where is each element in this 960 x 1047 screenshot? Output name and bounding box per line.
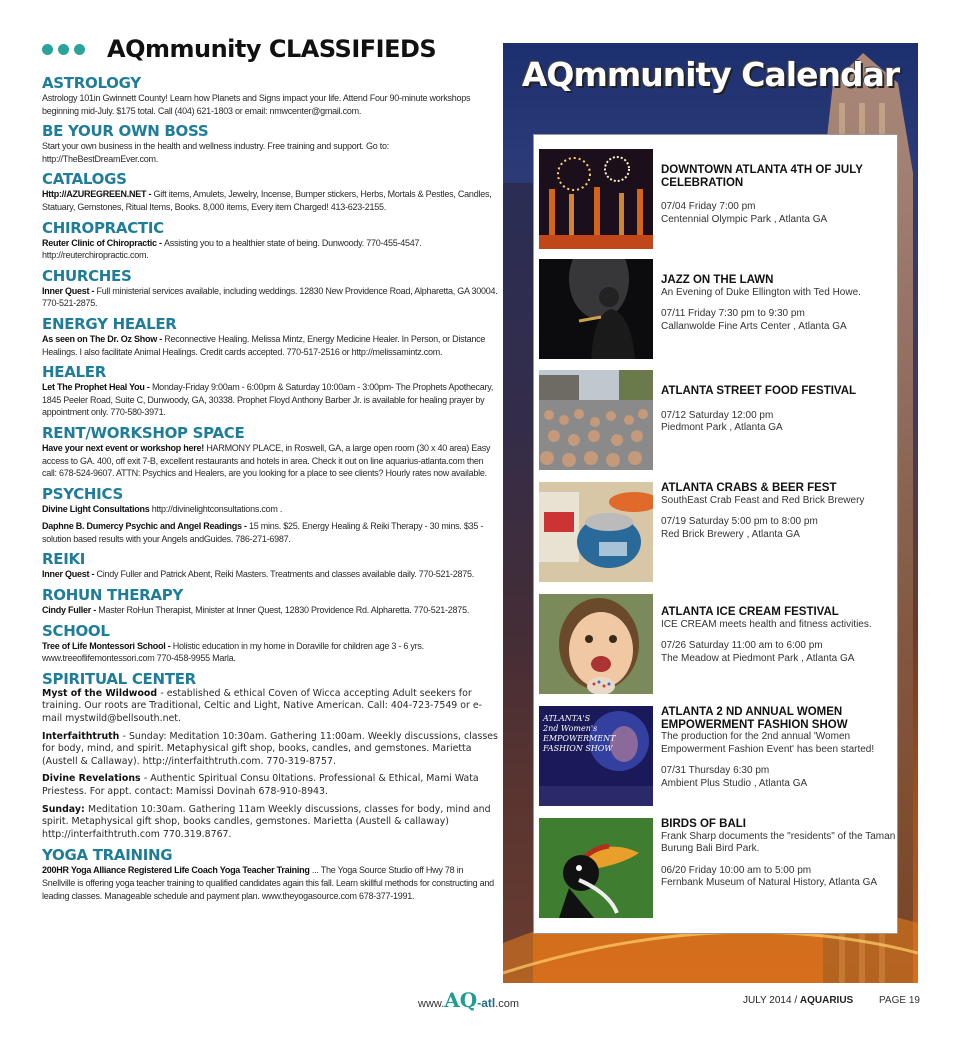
classified-section xyxy=(42,550,498,581)
issue-date xyxy=(743,995,853,1006)
entry-lead: Http://AZUREGREEN.NET - xyxy=(42,189,154,200)
event-title: ATLANTA 2 ND ANNUAL WOMEN EMPOWERMENT FASHION SHOW xyxy=(661,706,848,731)
calendar-event[interactable] xyxy=(539,370,896,470)
classified-entry xyxy=(42,773,498,798)
section-heading: CHIROPRACTIC xyxy=(42,218,164,237)
poster-line: 2nd Women's xyxy=(543,724,598,733)
event-description: Frank Sharp documents the "residents" of the Taman Burung Bali Bird Park. xyxy=(661,830,896,854)
entry-text: Monday-Friday 9:00am - 6:00pm & Saturday 10:00am - 3:00pm- The Prophets Apothecary, 1845 Peeler Road, Suite C, Dunwoody, GA, 30338. Prophet Floyd Anthony Barber Jr. is available for healing prayer by appointment only. 770-580-3971. xyxy=(42,382,494,418)
classified-entry xyxy=(42,333,498,358)
entry-text: - Authentic Spiritual Consu 0ltations. Professional & Ethical, Mami Wata Priestess. For appt. contact: Mamissi Dovinah 678-910-8943. xyxy=(42,773,479,797)
entry-text: Assisting you to a healthier state of being. Dunwoody. 770-455-4547. http://reuterchiropractic.com. xyxy=(42,237,422,261)
entry-lead: Daphne B. Dumercy Psychic and Angel Readings - xyxy=(42,521,249,532)
fireworks-photo xyxy=(539,149,653,249)
crab-beer-photo xyxy=(539,482,653,582)
section-heading: CATALOGS xyxy=(42,170,127,189)
calendar-events xyxy=(533,134,898,934)
entry-text: Start your own business in the health and wellness industry. Free training and support. Go to: http://TheBestDreamEver.com. xyxy=(42,141,390,164)
event-venue: Piedmont Park , Atlanta GA xyxy=(661,422,783,433)
event-datetime: 07/31 Thursday 6:30 pm xyxy=(661,765,770,776)
classified-section xyxy=(42,267,498,310)
event-details xyxy=(661,149,896,226)
section-heading: SPIRITUAL CENTER xyxy=(42,669,196,688)
classifieds-column xyxy=(42,30,498,902)
event-datetime: 07/11 Friday 7:30 pm to 9:30 pm xyxy=(661,308,805,319)
calendar-panel xyxy=(503,43,918,983)
masthead xyxy=(42,30,498,68)
entry-lead: Cindy Fuller - xyxy=(42,605,99,616)
event-title: ATLANTA STREET FOOD FESTIVAL xyxy=(661,385,857,397)
section-heading: YOGA TRAINING xyxy=(42,846,173,865)
event-description: The production for the 2nd annual 'Women Empowerment Fashion Event' has been started! xyxy=(661,731,875,755)
event-venue: Fernbank Museum of Natural History, Atlanta GA xyxy=(661,877,878,888)
issue-date-text: JULY 2014 / xyxy=(743,995,800,1006)
calendar-event[interactable] xyxy=(539,149,896,249)
classified-entry xyxy=(42,285,498,310)
event-title: ATLANTA ICE CREAM FESTIVAL xyxy=(661,606,839,618)
entry-lead: Sunday: xyxy=(42,803,88,815)
classified-section xyxy=(42,424,498,480)
jazz-musician-photo xyxy=(539,259,653,359)
calendar-event[interactable] xyxy=(539,818,896,918)
entry-text: Holistic education in my home in Doraville for children age 3 - 6 yrs. www.treeoflifemontessori.com 770-458-9955 Marla. xyxy=(42,640,424,664)
classified-entry xyxy=(42,188,498,213)
entry-lead: 200HR Yoga Alliance Registered Life Coach Yoga Teacher Training xyxy=(42,865,312,876)
classified-entry xyxy=(42,503,498,516)
url-suffix: -atl xyxy=(477,996,496,1010)
entry-text: - established & ethical Coven of Wicca accepting Adult seekers for training. Our roots are Traditional, Celtic and Light, Native American. Call: 404-723-7549 or e-mail mystwild@bellsouth.net. xyxy=(42,687,482,725)
calendar-event[interactable] xyxy=(539,706,896,806)
entry-text: 15 mins. $25. Energy Healing & Reiki Therapy - 30 mins. $35 - solution based results with your Angels andGuides. 786-271-6987. xyxy=(42,521,484,544)
calendar-event[interactable] xyxy=(539,482,896,582)
classified-section xyxy=(42,219,498,262)
classified-entry xyxy=(42,568,498,581)
event-venue: The Meadow at Piedmont Park , Atlanta GA xyxy=(661,652,855,664)
entry-text: http://divinelightconsultations.com . xyxy=(151,503,283,514)
section-heading: REIKI xyxy=(42,550,86,569)
classified-section xyxy=(42,74,498,117)
entry-lead: Interfaithtruth xyxy=(42,730,123,742)
entry-lead: Inner Quest - xyxy=(42,285,97,296)
classified-entry xyxy=(42,442,498,480)
entry-lead: As seen on The Dr. Oz Show - xyxy=(42,333,165,344)
entry-text: Cindy Fuller and Patrick Abent, Reiki Masters. Treatments and classes available daily. 770-521-2875. xyxy=(96,569,475,580)
classified-entry xyxy=(42,864,498,902)
entry-text: - Sunday: Meditation 10:30am. Gathering 11:00am. Weekly discussions, classes for body, mind, and spirit. Metaphysical gift shop, books, candles, and gemstones. Marietta (Austell & Callaway). http://interfaithtruth.com. 770-319-8757. xyxy=(42,730,498,767)
website-url[interactable] xyxy=(418,988,519,1012)
fashion-show-poster xyxy=(539,706,653,806)
poster-line: ATLANTA'S xyxy=(543,714,591,723)
classified-section xyxy=(42,586,498,617)
event-venue: Callanwolde Fine Arts Center , Atlanta GA xyxy=(661,320,847,332)
entry-lead: Myst of the Wildwood xyxy=(42,687,161,699)
entry-lead: Have your next event or workshop here! xyxy=(42,442,207,453)
entry-lead: Inner Quest - xyxy=(42,569,97,580)
dot-icon xyxy=(74,44,85,55)
calendar-event[interactable] xyxy=(539,259,896,359)
classified-entry xyxy=(42,640,498,665)
url-prefix: www. xyxy=(418,998,445,1010)
classifieds-list xyxy=(42,74,498,902)
classified-section xyxy=(42,170,498,213)
entry-text: Full ministerial services available, including weddings. 12830 New Providence Road, Alpharetta, GA 30004. 770-521-2875. xyxy=(42,285,498,309)
entry-text: Gift items, Amulets, Jewelry, Incense, Bumper stickers, Herbs, Mortals & Pestles, Candles, Statuary, Gemstones, Ritual Items, Books. 8,000 items, Every item Charged! 413-623-2155. xyxy=(42,189,492,212)
section-heading: BE YOUR OWN BOSS xyxy=(42,122,209,141)
event-title: DOWNTOWN ATLANTA 4TH OF JULY CELEBRATION xyxy=(661,164,863,189)
dot-icon xyxy=(58,44,69,55)
classified-section xyxy=(42,122,498,165)
url-brand: AQ xyxy=(444,988,478,1012)
event-details xyxy=(661,482,896,541)
page-footer xyxy=(0,986,960,1016)
calendar-event[interactable] xyxy=(539,594,896,694)
event-title: BIRDS OF BALI xyxy=(661,818,746,830)
event-description: ICE CREAM meets health and fitness activities. xyxy=(661,618,872,630)
dot-icon xyxy=(42,44,53,55)
event-details xyxy=(661,594,896,665)
classified-entry xyxy=(42,520,498,545)
event-datetime: 07/12 Saturday 12:00 pm xyxy=(661,409,774,421)
section-heading: ASTROLOGY xyxy=(42,74,141,92)
section-heading: ENERGY HEALER xyxy=(42,314,177,333)
url-tld: .com xyxy=(495,998,520,1010)
section-heading: CHURCHES xyxy=(42,266,132,285)
section-heading: SCHOOL xyxy=(42,621,110,640)
poster-line: FASHION SHOW xyxy=(543,744,613,753)
classified-section xyxy=(42,363,498,419)
event-venue: Ambient Plus Studio , Atlanta GA xyxy=(661,777,808,789)
classified-entry xyxy=(42,140,498,165)
event-details xyxy=(661,259,896,333)
entry-text: Meditation 10:30am. Gathering 11am Weekly discussions, classes for body, mind and spirit. Metaphysical gift shop, books candles, gemstones. Marietta (Austell & callaway) http://interfaithtruth.com 770.319.8767. xyxy=(42,803,491,840)
issue-brand: AQUARIUS xyxy=(799,995,854,1006)
decorative-dots xyxy=(42,44,85,55)
event-details xyxy=(661,706,896,790)
classified-section xyxy=(42,846,498,902)
event-description: SouthEast Crab Feast and Red Brick Brewery xyxy=(661,494,865,506)
hornbill-photo xyxy=(539,818,653,918)
classified-section xyxy=(42,485,498,546)
classified-section xyxy=(42,670,498,842)
entry-text: Master RoHun Therapist, Minister at Inner Quest, 12830 Providence Rd. Alpharetta. 770-521-2875. xyxy=(98,605,470,616)
section-heading: ROHUN THERAPY xyxy=(42,586,183,605)
entry-text: HARMONY PLACE, in Roswell, GA, a large open room (30 x 40 area) Easy access to GA. 400, off exit 7-B, excellent restaurants and hotels in area. Check it out on line aquarius-atlanta.com then call: 678-524-9607. ATTN: Psychics and Healers, are you looking for a place to see clients? Hourly rates now available. xyxy=(42,442,491,479)
poster-text xyxy=(543,714,615,754)
event-datetime: 06/20 Friday 10:00 am to 5:00 pm xyxy=(661,864,812,876)
event-title: JAZZ ON THE LAWN xyxy=(661,274,774,286)
entry-lead: Let The Prophet Heal You - xyxy=(42,382,152,393)
event-venue: Centennial Olympic Park , Atlanta GA xyxy=(661,213,828,225)
entry-lead: Divine Revelations xyxy=(42,773,144,785)
event-title: ATLANTA CRABS & BEER FEST xyxy=(661,482,837,494)
classified-entry xyxy=(42,92,498,117)
classified-entry xyxy=(42,604,498,617)
classified-section xyxy=(42,315,498,358)
section-heading: RENT/WORKSHOP SPACE xyxy=(42,423,245,442)
calendar-title: AQmmunity Calendar xyxy=(521,55,900,94)
event-datetime: 07/04 Friday 7:00 pm xyxy=(661,201,756,212)
entry-lead: Reuter Clinic of Chiropractic - xyxy=(42,237,165,248)
event-datetime: 07/19 Saturday 5:00 pm to 8:00 pm xyxy=(661,516,818,527)
page-title: AQmmunity CLASSIFIEDS xyxy=(107,35,437,63)
classified-entry xyxy=(42,731,498,769)
entry-lead: Tree of Life Montessori School - xyxy=(42,640,173,651)
classified-entry xyxy=(42,804,498,842)
classified-entry xyxy=(42,688,498,726)
entry-text: ... The Yoga Source Studio off Hwy 78 in Snellville is offering yoga teacher training to qualified candidates again this fall. Learn skillful methods for constructing and leading classes. Manageable schedule and payment plan. www.theyogasource.com 678-377-1991. xyxy=(42,865,494,901)
event-venue: Red Brick Brewery , Atlanta GA xyxy=(661,528,800,540)
section-heading: PSYCHICS xyxy=(42,484,123,503)
classified-section xyxy=(42,622,498,665)
event-description: An Evening of Duke Ellington with Ted Howe. xyxy=(661,286,861,298)
event-details xyxy=(661,818,896,890)
section-heading: HEALER xyxy=(42,363,106,382)
page-number: PAGE 19 xyxy=(879,995,920,1006)
child-ice-cream-photo xyxy=(539,594,653,694)
classified-entry xyxy=(42,237,498,262)
event-details xyxy=(661,370,896,435)
entry-text: Astrology 101in Gwinnett County! Learn how Planets and Signs impact your life. Attend Four 90-minute workshops beginning mid-July. $175 total. Call (404) 621-1803 or email: nmwcenter@gmail.com. xyxy=(42,93,471,116)
entry-lead: Divine Light Consultations xyxy=(42,503,152,514)
poster-line: EMPOWERMENT xyxy=(543,734,616,743)
entry-text: Reconnective Healing. Melissa Mintz, Energy Medicine Healer. In Person, or Distance Healings. I also facilitate Animal Healings. Credit cards accepted. 770-517-2516 or http://melissamintz.com. xyxy=(42,333,486,357)
event-datetime: 07/26 Saturday 11:00 am to 6:00 pm xyxy=(661,640,823,651)
crowd-photo xyxy=(539,370,653,470)
classified-entry xyxy=(42,381,498,419)
